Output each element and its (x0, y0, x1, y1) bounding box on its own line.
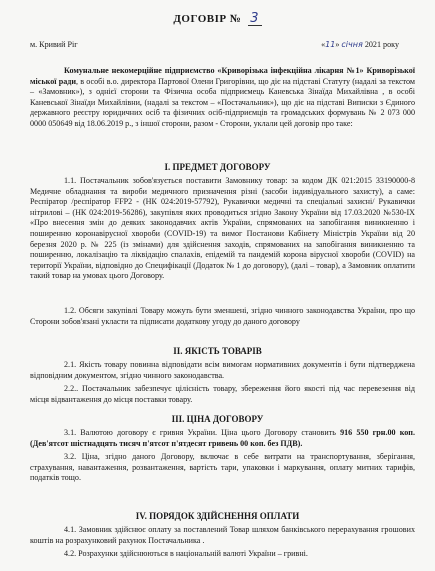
date-day: 11 (325, 40, 336, 49)
contract-title-text: ДОГОВІР № (173, 13, 242, 25)
section-title-1: І. ПРЕДМЕТ ДОГОВОРУ (164, 162, 271, 172)
date-sep: » (335, 40, 340, 49)
preamble-text: , в особі в.о. директора Партової Олени Григорівни, що діє на підставі Статуту (надалі за текстом – «Замовник»), з однієї сторони та Фізична особа підприємець Каневська Зінаїда Михайлівна , в особі Каневської Зінаїди Михайлівни, (надалі за текстом – «Постачальник»), що діє на підставі Виписки з Єдиного державного реєстру юридичних осіб та фізичних осіб-підприємців та громадських формувань № 2 073 000 0000 050649 від 18.06.2019 р., з іншої сторони, разом - Сторони, уклали цей договір про таке: (30, 76, 415, 128)
preamble-org: Комунальне некомерційне підприємство «Криворізька інфекційна лікарня №1» Криворізької міської ради (30, 66, 415, 86)
paragraph-2-1: 2.1. Якість товару повинна відповідати всім вимогам нормативних документів і бути підтверджена відповідним документом, згідно чинного законодавства. (30, 360, 415, 380)
paragraph-1-1: 1.1. Постачальник зобов'язується поставити Замовнику товар: за кодом ДК 021:2015 33190000-8 Медичне обладнання та вироби медичного призначення різні (засоби індивідуального захисту), а саме: Респіратор /респіратор FFP2 - (НК 024:2019-57792), Рукавички медичні та спеціальні захисні/ Рукавички нітрилові – (НК 024:2019-56286), закупівля яких проводиться згідно Закону України від 17.03.2020 №530-IX «Про внесення змін до деяких законодавчих актів України, спрямованих на запобігання виникненню і поширенню коронавірусної хвороби (COVID-19) та вимог Постанови Кабінету Міністрів України від 20 березня 2020 р. № 225 (із змінами) для здійснення заходів, спрямованих на запобігання виникненню та поширенню, локалізацію та ліквідацію спалахів, епідемій та пандемій корона вірусної хвороби (COVID) на території України, відповідно до Специфікації (Додаток № 1 до договору), (далі – товар), а Замовник оплатити такий товар на умовах цього Договору. (30, 176, 415, 281)
date-year: 2021 року (364, 40, 399, 49)
contract-number: 3 (248, 14, 262, 26)
paragraph-3-1-text: 3.1. Валютою договору є гривня України. Ціна цього Договору становить (64, 428, 341, 437)
contract-price: 916 550 грн.00 коп. (Дев'ятсот шістнадцять тисяч п'ятсот п'ятдесят гривень 00 коп. без ПДВ). (30, 428, 415, 448)
paragraph-3-2: 3.2. Ціна, згідно даного Договору, включає в себе витрати на транспортування, зберігання, страхування, навантаження, розвантаження, вартість тари, упаковки і маркування, оплату митних тарифів, податків тощо. (30, 452, 415, 483)
section-title-3: ІІІ. ЦІНА ДОГОВОРУ (171, 414, 264, 424)
paragraph-4-1: 4.1. Замовник здійснює оплату за поставлений Товар шляхом банківського перерахування грошових коштів на розрахунковий рахунок Постачальника . (30, 525, 415, 545)
paragraph-4-2: 4.2. Розрахунки здійснюються в національній валюті України – гривні. (64, 549, 308, 558)
date-month: січня (341, 40, 363, 49)
paragraph-3-1 (30, 428, 415, 449)
contract-date (321, 40, 399, 51)
contract-title (0, 11, 435, 26)
paragraph-1-2: 1.2. Обсяги закупівлі Товару можуть бути зменшені, згідно чинного законодавства України, про що Сторони зобов'язані укласти та підписати додаткову угоду до даного договору (30, 306, 415, 326)
section-title-4: IV. ПОРЯДОК ЗДІЙСНЕННЯ ОПЛАТИ (135, 511, 300, 521)
date-prefix: « (321, 40, 326, 49)
paragraph-2-2: 2.2.. Постачальник забезпечує цілісність товару, збереження його якості під час перевезення від місця відвантаження до місця поставки товару. (30, 384, 415, 404)
contract-place: м. Кривий Ріг (30, 40, 78, 49)
preamble (30, 66, 415, 130)
section-title-2: ІІ. ЯКІСТЬ ТОВАРІВ (173, 346, 262, 356)
